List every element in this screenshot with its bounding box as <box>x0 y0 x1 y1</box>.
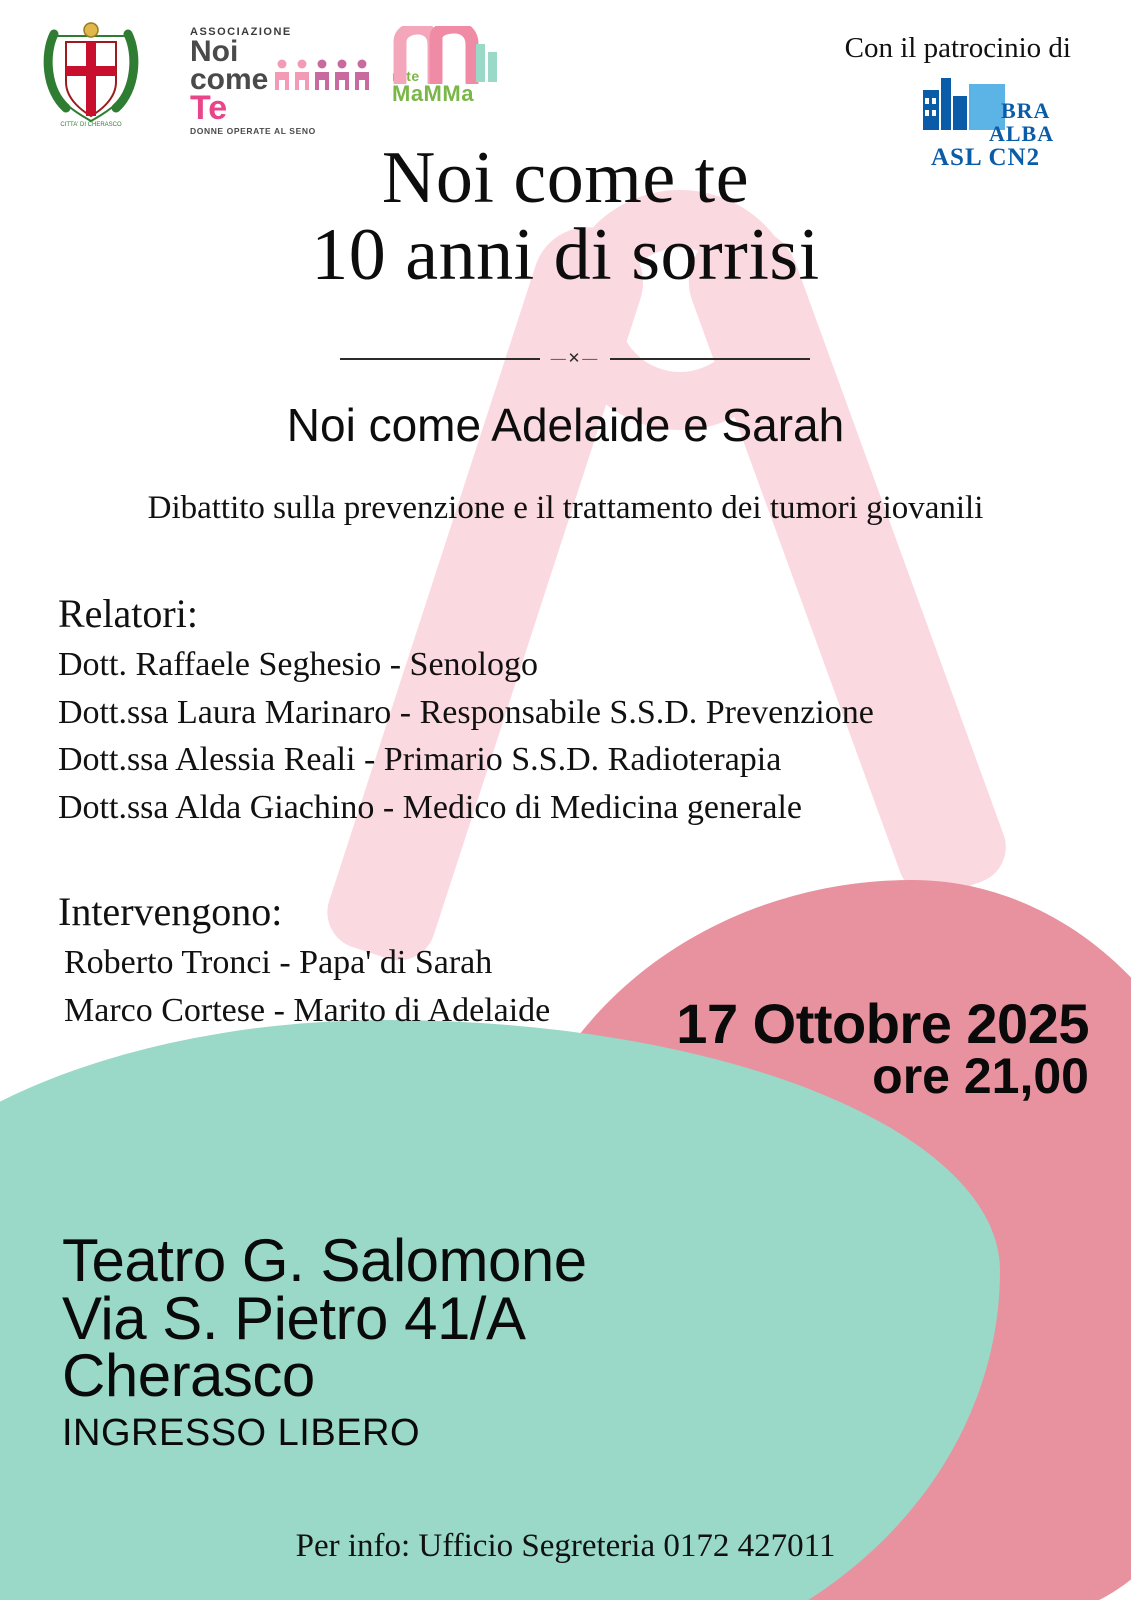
rete-mamma-line2: MaMMa <box>392 81 474 106</box>
title-line-1: Noi come te <box>381 137 750 219</box>
intervengono-section <box>58 888 550 1034</box>
asl-cn2-label: ASL CN2 <box>931 144 1041 171</box>
relatori-item: Dott.ssa Alda Giachino - Medico di Medicina generale <box>58 788 802 826</box>
rete-mamma-logo <box>392 40 507 130</box>
noi-come-te-line3: Te <box>190 89 228 128</box>
relatori-heading: Relatori: <box>58 591 198 636</box>
event-date: 17 Ottobre 2025 <box>676 992 1089 1055</box>
title-divider <box>340 352 810 366</box>
intervengono-heading: Intervengono: <box>58 889 283 934</box>
intervengono-item: Marco Cortese - Marito di Adelaide <box>64 991 551 1029</box>
divider-ornament-icon: —✕— <box>550 351 600 367</box>
asl-bra-label: BRA <box>1001 98 1051 123</box>
poster-description: Dibattito sulla prevenzione e il trattamento dei tumori giovanili <box>147 490 984 526</box>
title-line-2: 10 anni di sorrisi <box>311 213 820 296</box>
poster-subtitle: Noi come Adelaide e Sarah <box>286 399 845 451</box>
rete-mamma-line1: rete <box>392 68 420 84</box>
relatori-section <box>58 590 874 831</box>
header-logos <box>0 10 1131 171</box>
noi-come-te-logo <box>190 26 370 136</box>
relatori-item: Dott.ssa Laura Marinaro - Responsabile S.S.D. Prevenzione <box>58 693 874 731</box>
venue-name: Teatro G. Salomone <box>62 1227 587 1294</box>
relatori-item: Dott.ssa Alessia Reali - Primario S.S.D. Radioterapia <box>58 741 782 779</box>
crest-icon <box>36 18 146 130</box>
people-chain-icon <box>272 56 372 94</box>
asl-alba-label: ALBA <box>989 121 1055 146</box>
venue-address: Via S. Pietro 41/A <box>62 1284 526 1352</box>
intervengono-item: Roberto Tronci - Papa' di Sarah <box>64 944 493 981</box>
noi-come-te-tagline: DONNE OPERATE AL SENO <box>190 125 316 136</box>
event-date-block <box>676 992 1089 1104</box>
svg-text:CITTA' DI CHERASCO: CITTA' DI CHERASCO <box>60 122 122 128</box>
divider-line-left <box>340 358 540 360</box>
noi-come-te-assoc-label: ASSOCIAZIONE <box>190 26 292 38</box>
event-venue-block <box>62 1227 587 1455</box>
rete-mamma-mark-icon <box>392 26 504 84</box>
noi-come-te-line1: Noi <box>190 35 239 68</box>
divider-line-right <box>610 358 810 360</box>
venue-city: Cherasco <box>62 1342 315 1410</box>
noi-come-te-line2: come <box>190 62 269 96</box>
contact-info: Per info: Ufficio Segreteria 0172 427011 <box>295 1528 836 1564</box>
event-time: ore 21,00 <box>872 1047 1089 1104</box>
entry-free-label: INGRESSO LIBERO <box>62 1411 421 1454</box>
patrocinio-label: Con il patrocinio di <box>844 32 1071 64</box>
poster-title <box>0 137 1131 296</box>
comune-cherasco-logo <box>36 18 146 130</box>
relatori-item: Dott. Raffaele Seghesio - Senologo <box>58 646 539 683</box>
